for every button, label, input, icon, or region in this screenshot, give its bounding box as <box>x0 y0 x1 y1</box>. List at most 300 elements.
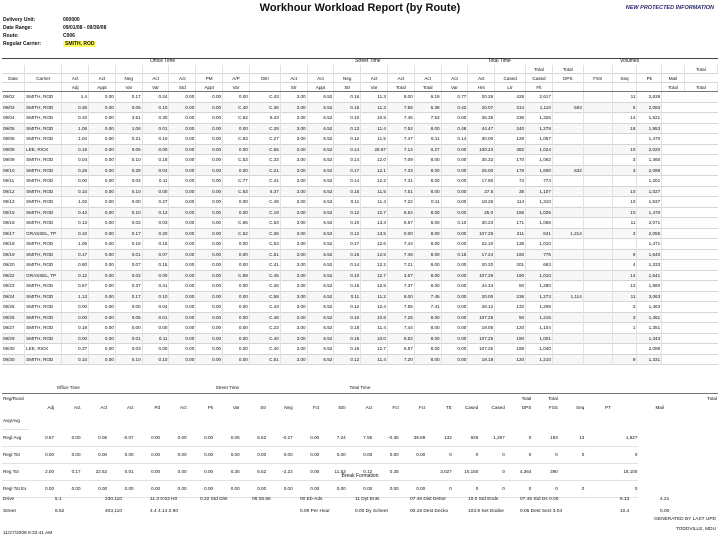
row-cell: 8.00 <box>414 123 441 134</box>
summary-cell: 0.00 <box>347 480 374 497</box>
row-cell: 0.00 <box>169 249 196 260</box>
column-header <box>495 65 526 74</box>
row-cell: 0.00 <box>169 102 196 113</box>
column-header: Carrier <box>25 74 62 83</box>
row-cell: 0.00 <box>441 270 468 281</box>
row-cell: 0.10 <box>142 134 169 145</box>
row-cell: C.27 <box>249 134 280 145</box>
row-cell: 6.52 <box>307 291 334 302</box>
summary-cell <box>585 446 612 463</box>
table-row <box>2 344 718 355</box>
row-cell: 0.13 <box>62 218 89 229</box>
row-date: 09/13 <box>2 197 25 208</box>
column-header: Hrs <box>468 83 495 92</box>
summary-cell: -0.35 <box>373 429 400 446</box>
column-header: Act <box>361 74 388 83</box>
row-cell: 1,463 <box>637 302 662 313</box>
row-date: 09/08 <box>2 144 25 155</box>
row-cell: 1,010 <box>526 270 553 281</box>
row-cell <box>583 113 612 124</box>
table-row <box>2 312 718 323</box>
summary-header <box>108 393 135 403</box>
row-cell: 0.00 <box>196 207 223 218</box>
row-cell: 1,216 <box>526 312 553 323</box>
row-cell: 1,351 <box>637 323 662 334</box>
row-cell: 7.45 <box>414 291 441 302</box>
summary-cell: 0.00 <box>320 480 347 497</box>
row-cell: 50 <box>495 281 526 292</box>
row-cell <box>612 176 637 187</box>
row-cell: 0.11 <box>334 291 361 302</box>
row-cell: 10.0 <box>361 333 388 344</box>
row-cell: 0.00 <box>223 291 250 302</box>
formation-cell: 0.00 Dy Scheet <box>355 509 388 514</box>
row-cell: 6.52 <box>307 92 334 103</box>
row-cell: 6.52 <box>307 144 334 155</box>
row-cell: 7.22 <box>387 197 414 208</box>
column-header: Appt <box>307 83 334 92</box>
row-cell <box>583 228 612 239</box>
column-header: Date <box>2 74 25 83</box>
field-value: SMITH, ROD <box>65 41 95 47</box>
formation-cell: 6.52 <box>55 509 65 514</box>
row-cell: 17.24 <box>468 249 495 260</box>
row-cell: 8.00 <box>414 312 441 323</box>
column-header: Act <box>307 74 334 83</box>
row-cell: 1,205 <box>526 302 553 313</box>
column-header: Var <box>361 83 388 92</box>
summary-cell: 0.00 <box>188 463 215 480</box>
table-row <box>2 207 718 218</box>
column-header: Str <box>280 83 307 92</box>
row-date: 09/15 <box>2 207 25 218</box>
summary-header: Neg <box>284 405 293 411</box>
row-cell: 0.00 <box>387 228 414 239</box>
row-cell: 0.19 <box>62 144 89 155</box>
row-cell <box>552 123 583 134</box>
summary-cell: 0 <box>479 480 506 497</box>
row-cell: 0.00 <box>89 186 116 197</box>
row-cell: 6.52 <box>307 281 334 292</box>
row-cell: 8.00 <box>414 344 441 355</box>
row-cell <box>583 102 612 113</box>
summary-cell: 0 <box>506 480 533 497</box>
row-carrier: SMITH, ROD <box>25 186 62 197</box>
column-header: Act <box>62 74 89 83</box>
row-cell: 120 <box>495 354 526 365</box>
row-cell: 5 <box>612 102 637 113</box>
column-header: Flt <box>526 83 553 92</box>
summary-cell: 0 <box>479 463 506 480</box>
row-date: 09/17 <box>2 228 25 239</box>
formation-cell: 4.21 <box>660 497 670 502</box>
summary-cell: 0.00 <box>320 446 347 463</box>
column-header: Act <box>468 74 495 83</box>
row-cell: 22.10 <box>468 239 495 250</box>
table-row <box>2 165 718 176</box>
summary-header: Fct <box>392 405 399 411</box>
row-cell: 0.00 <box>196 249 223 260</box>
row-cell: 160 <box>495 249 526 260</box>
row-cell: 1,110 <box>526 102 553 113</box>
row-cell: 7.53 <box>414 113 441 124</box>
summary-cell: 0.00 <box>188 480 215 497</box>
row-cell: 0.10 <box>142 291 169 302</box>
summary-header <box>161 393 188 403</box>
row-cell: 6.57 <box>387 218 414 229</box>
row-cell: 7.45 <box>387 113 414 124</box>
row-cell: 0.00 <box>196 281 223 292</box>
row-cell: 35 <box>495 186 526 197</box>
summary-group-label <box>267 383 294 393</box>
row-cell: 1,471 <box>637 239 662 250</box>
row-cell: 0.15 <box>115 239 142 250</box>
row-cell: 1.02 <box>62 197 89 208</box>
row-cell: 8.00 <box>387 92 414 103</box>
row-cell: 128 <box>495 134 526 145</box>
row-cell: 1,521 <box>637 113 662 124</box>
row-date: 09/11 <box>2 176 25 187</box>
row-date: 09/22 <box>2 270 25 281</box>
summary-group-label <box>108 383 135 393</box>
row-cell: 10 <box>612 207 637 218</box>
formation-cell: 0.00 Per Hour <box>300 509 330 514</box>
row-cell: 1,214 <box>552 228 583 239</box>
row-cell: 0.10 <box>142 354 169 365</box>
summary-cell: 0 <box>532 446 559 463</box>
row-cell: 0.00 <box>196 165 223 176</box>
row-cell: 0.14 <box>334 176 361 187</box>
row-cell: 236 <box>495 113 526 124</box>
row-cell: 0.12 <box>334 207 361 218</box>
row-cell <box>583 155 612 166</box>
summary-cell: 11.53 <box>320 463 347 480</box>
row-cell <box>552 249 583 260</box>
summary-cell: 0 <box>532 480 559 497</box>
row-cell: 0.00 <box>89 197 116 208</box>
column-header <box>612 65 637 74</box>
row-cell: 3.00 <box>280 281 307 292</box>
row-cell: 114 <box>495 197 526 208</box>
row-cell: 0.00 <box>169 165 196 176</box>
row-cell: 14 <box>612 113 637 124</box>
row-cell: 0.00 <box>223 197 250 208</box>
row-cell: 12.2 <box>361 176 388 187</box>
summary-header <box>638 393 665 403</box>
row-cell: 107.25 <box>468 312 495 323</box>
row-cell <box>552 113 583 124</box>
row-cell: 3.00 <box>280 102 307 113</box>
row-cell: 0.10 <box>334 218 361 229</box>
summary-cell: 13 <box>559 429 586 446</box>
summary-cell: 0.00 <box>82 446 109 463</box>
summary-header <box>2 403 29 413</box>
formation-cell: 00 Eb-Ads <box>300 497 323 502</box>
row-cell: 7.20 <box>387 354 414 365</box>
row-cell: 1,057 <box>526 134 553 145</box>
row-cell: 8.00 <box>414 239 441 250</box>
row-cell: 0.00 <box>142 144 169 155</box>
row-cell: 19.05 <box>468 323 495 334</box>
row-cell <box>583 281 612 292</box>
row-carrier: GRASSEL, TP <box>25 228 62 239</box>
row-cell: 7.47 <box>387 134 414 145</box>
row-cell: 25.00 <box>468 165 495 176</box>
row-cell: C.23 <box>249 323 280 334</box>
formation-cell: 07.46 Dist Dettor <box>410 497 446 502</box>
row-cell: 0.00 <box>441 354 468 365</box>
column-header: Act <box>169 74 196 83</box>
row-cell: 3.00 <box>280 218 307 229</box>
delivery-unit-row <box>3 17 80 24</box>
row-cell: 1.04 <box>62 134 89 145</box>
column-header: Act <box>280 74 307 83</box>
row-cell: 0.00 <box>223 323 250 334</box>
row-date: 09/06 <box>2 134 25 145</box>
row-cell: 6.37 <box>249 186 280 197</box>
summary-header <box>294 393 321 403</box>
row-cell: 1,470 <box>637 134 662 145</box>
summary-cell: 0.00 <box>108 480 135 497</box>
row-cell: 0.04 <box>115 176 142 187</box>
row-cell: 663 <box>526 260 553 271</box>
row-cell: 0.00 <box>169 123 196 134</box>
row-cell <box>583 302 612 313</box>
row-date: 09/02 <box>2 92 25 103</box>
row-cell: 0.00 <box>196 92 223 103</box>
column-header: Var <box>142 83 169 92</box>
row-cell: 8.00 <box>414 249 441 260</box>
column-header: Act <box>441 74 468 83</box>
column-header: FSS <box>583 74 612 83</box>
row-cell <box>552 270 583 281</box>
row-cell: 0.00 <box>89 239 116 250</box>
table-row <box>2 218 718 229</box>
row-cell: C.21 <box>249 165 280 176</box>
row-cell: 0.00 <box>169 333 196 344</box>
row-cell <box>552 218 583 229</box>
row-cell: C.43 <box>249 302 280 313</box>
row-cell: 10 <box>612 197 637 208</box>
row-cell: 0.00 <box>223 260 250 271</box>
row-cell: 3.00 <box>280 333 307 344</box>
row-cell: C.52 <box>223 113 250 124</box>
summary-header: PT <box>604 405 611 411</box>
row-cell: 1,068 <box>526 218 553 229</box>
row-cell: 74 <box>495 176 526 187</box>
row-cell: 1,640 <box>637 249 662 260</box>
row-cell: 1,104 <box>526 323 553 334</box>
row-cell: 0.00 <box>89 176 116 187</box>
row-cell <box>552 144 583 155</box>
row-cell: 0.12 <box>334 354 361 365</box>
row-cell: 0.00 <box>441 260 468 271</box>
row-date: 09/29 <box>2 333 25 344</box>
row-cell: 0.00 <box>115 323 142 334</box>
row-cell: 0.41 <box>142 281 169 292</box>
row-cell: 8.11 <box>414 134 441 145</box>
summary-cell: 926 <box>453 429 480 446</box>
row-carrier: SMITH, ROD <box>25 134 62 145</box>
row-cell: 1,280 <box>526 281 553 292</box>
summary-cell: 0.00 <box>188 446 215 463</box>
row-cell: 171 <box>495 218 526 229</box>
summary-header <box>665 393 692 403</box>
row-cell <box>583 176 612 187</box>
column-header: Pk <box>637 74 662 83</box>
row-date: 09/19 <box>2 249 25 260</box>
row-cell: 1,010 <box>526 239 553 250</box>
row-cell: 0.02 <box>115 218 142 229</box>
summary-header: Adj <box>47 405 55 411</box>
table-row <box>2 102 718 113</box>
row-cell: 6.52 <box>307 260 334 271</box>
summary-header: Total <box>506 393 533 403</box>
row-cell: 0.07 <box>115 260 142 271</box>
column-header <box>25 65 62 74</box>
summary-header: Pd <box>154 405 161 411</box>
column-header <box>441 65 468 74</box>
row-cell: 11 <box>612 291 637 302</box>
summary-row <box>2 429 718 446</box>
summary-header <box>135 393 162 403</box>
row-date: 09/30 <box>2 344 25 355</box>
summary-cell: 0.05 <box>214 429 241 446</box>
row-cell: 30.00 <box>468 134 495 145</box>
row-cell: 0.00 <box>441 176 468 187</box>
row-cell: 3.00 <box>280 228 307 239</box>
row-cell: 0.00 <box>89 228 116 239</box>
row-cell: 0.18 <box>142 155 169 166</box>
row-cell: 2,071 <box>637 218 662 229</box>
row-cell <box>552 302 583 313</box>
row-cell: 1,953 <box>637 123 662 134</box>
row-cell: 6.52 <box>307 176 334 187</box>
row-cell: 138 <box>495 239 526 250</box>
row-cell: 0.05 <box>115 312 142 323</box>
row-cell: 6.38 <box>414 102 441 113</box>
column-header <box>361 65 388 74</box>
row-cell: 0.00 <box>196 113 223 124</box>
row-cell: 12.5 <box>361 249 388 260</box>
row-cell: C.33 <box>249 155 280 166</box>
row-cell: 0.00 <box>89 123 116 134</box>
row-cell: 3.00 <box>280 134 307 145</box>
summary-cell: 0 <box>612 480 639 497</box>
row-cell: 0.00 <box>441 165 468 176</box>
row-cell: 3.00 <box>280 176 307 187</box>
row-cell: 1,062 <box>526 155 553 166</box>
row-carrier: SMITH, ROD <box>25 249 62 260</box>
row-cell <box>583 323 612 334</box>
column-header <box>387 65 414 74</box>
row-cell: 7.09 <box>387 155 414 166</box>
row-cell: 7.41 <box>387 176 414 187</box>
row-cell: 641 <box>526 228 553 239</box>
row-cell: 0.00 <box>196 354 223 365</box>
row-carrier: SMITH, ROD <box>25 92 62 103</box>
row-cell: 201 <box>495 260 526 271</box>
row-cell: 0.00 <box>441 113 468 124</box>
table-row <box>2 92 718 103</box>
row-cell <box>583 218 612 229</box>
table-row <box>2 270 718 281</box>
row-cell: 0.00 <box>89 249 116 260</box>
row-carrier: SMITH, ROD <box>25 123 62 134</box>
row-date: 09/25 <box>2 302 25 313</box>
row-cell: 0.00 <box>62 176 89 187</box>
row-cell: 6.52 <box>307 197 334 208</box>
row-cell: 0.00 <box>62 302 89 313</box>
row-cell: 0.00 <box>89 302 116 313</box>
summary-header: DPS <box>521 405 532 411</box>
row-cell <box>552 333 583 344</box>
summary-cell: 0.00 <box>241 480 268 497</box>
summary-header: Total <box>691 393 718 403</box>
row-cell: 0.13 <box>142 207 169 218</box>
row-cell: 0.00 <box>223 302 250 313</box>
summary-cell: -0.07 <box>108 429 135 446</box>
row-cell: 8.00 <box>414 354 441 365</box>
row-cell: 3.00 <box>280 249 307 260</box>
summary-cell: 0.00 <box>135 463 162 480</box>
summary-cell: 183 <box>532 429 559 446</box>
header-row-mid <box>2 74 718 83</box>
row-cell: 0.10 <box>441 218 468 229</box>
column-header: Total <box>414 83 441 92</box>
summary-header: Reg/Rural <box>2 393 29 403</box>
row-cell: 9 <box>612 249 637 260</box>
summary-cell: 0.00 <box>214 480 241 497</box>
row-cell: 2,055 <box>637 228 662 239</box>
row-cell: 8.00 <box>414 228 441 239</box>
column-header: Total <box>552 65 583 74</box>
column-header <box>612 83 637 92</box>
row-cell <box>583 134 612 145</box>
row-cell: 1,001 <box>526 333 553 344</box>
report-title: Workhour Workload Report (by Route) <box>259 2 461 14</box>
summary-cell: 0.06 <box>82 429 109 446</box>
row-cell: 12.4 <box>361 302 388 313</box>
row-cell: 1,600 <box>526 165 553 176</box>
summary-cell: 0.00 <box>135 480 162 497</box>
column-header <box>142 65 169 74</box>
row-cell: 0.10 <box>334 270 361 281</box>
row-cell: C.41 <box>249 260 280 271</box>
row-carrier: LEE, RICK <box>25 344 62 355</box>
row-cell: 6.52 <box>307 323 334 334</box>
row-cell: 7.56 <box>387 102 414 113</box>
row-cell: 190 <box>495 333 526 344</box>
row-cell: 0.00 <box>196 312 223 323</box>
row-cell: 0.00 <box>169 155 196 166</box>
row-cell: 1,541 <box>637 270 662 281</box>
row-cell: 0.27 <box>414 144 441 155</box>
row-cell: 0.10 <box>334 113 361 124</box>
row-cell: 11.4 <box>361 197 388 208</box>
row-cell: 0.17 <box>115 92 142 103</box>
row-cell: 6.52 <box>307 354 334 365</box>
summary-header <box>373 393 400 403</box>
row-date: 09/16 <box>2 218 25 229</box>
row-cell: 236 <box>495 291 526 302</box>
summary-cell: 0.00 <box>294 429 321 446</box>
row-carrier: SMITH, ROD <box>25 354 62 365</box>
row-cell <box>583 249 612 260</box>
column-header <box>249 65 280 74</box>
formation-cell: 11 Dyt Ents <box>355 497 380 502</box>
row-cell: 0.00 <box>223 123 250 134</box>
